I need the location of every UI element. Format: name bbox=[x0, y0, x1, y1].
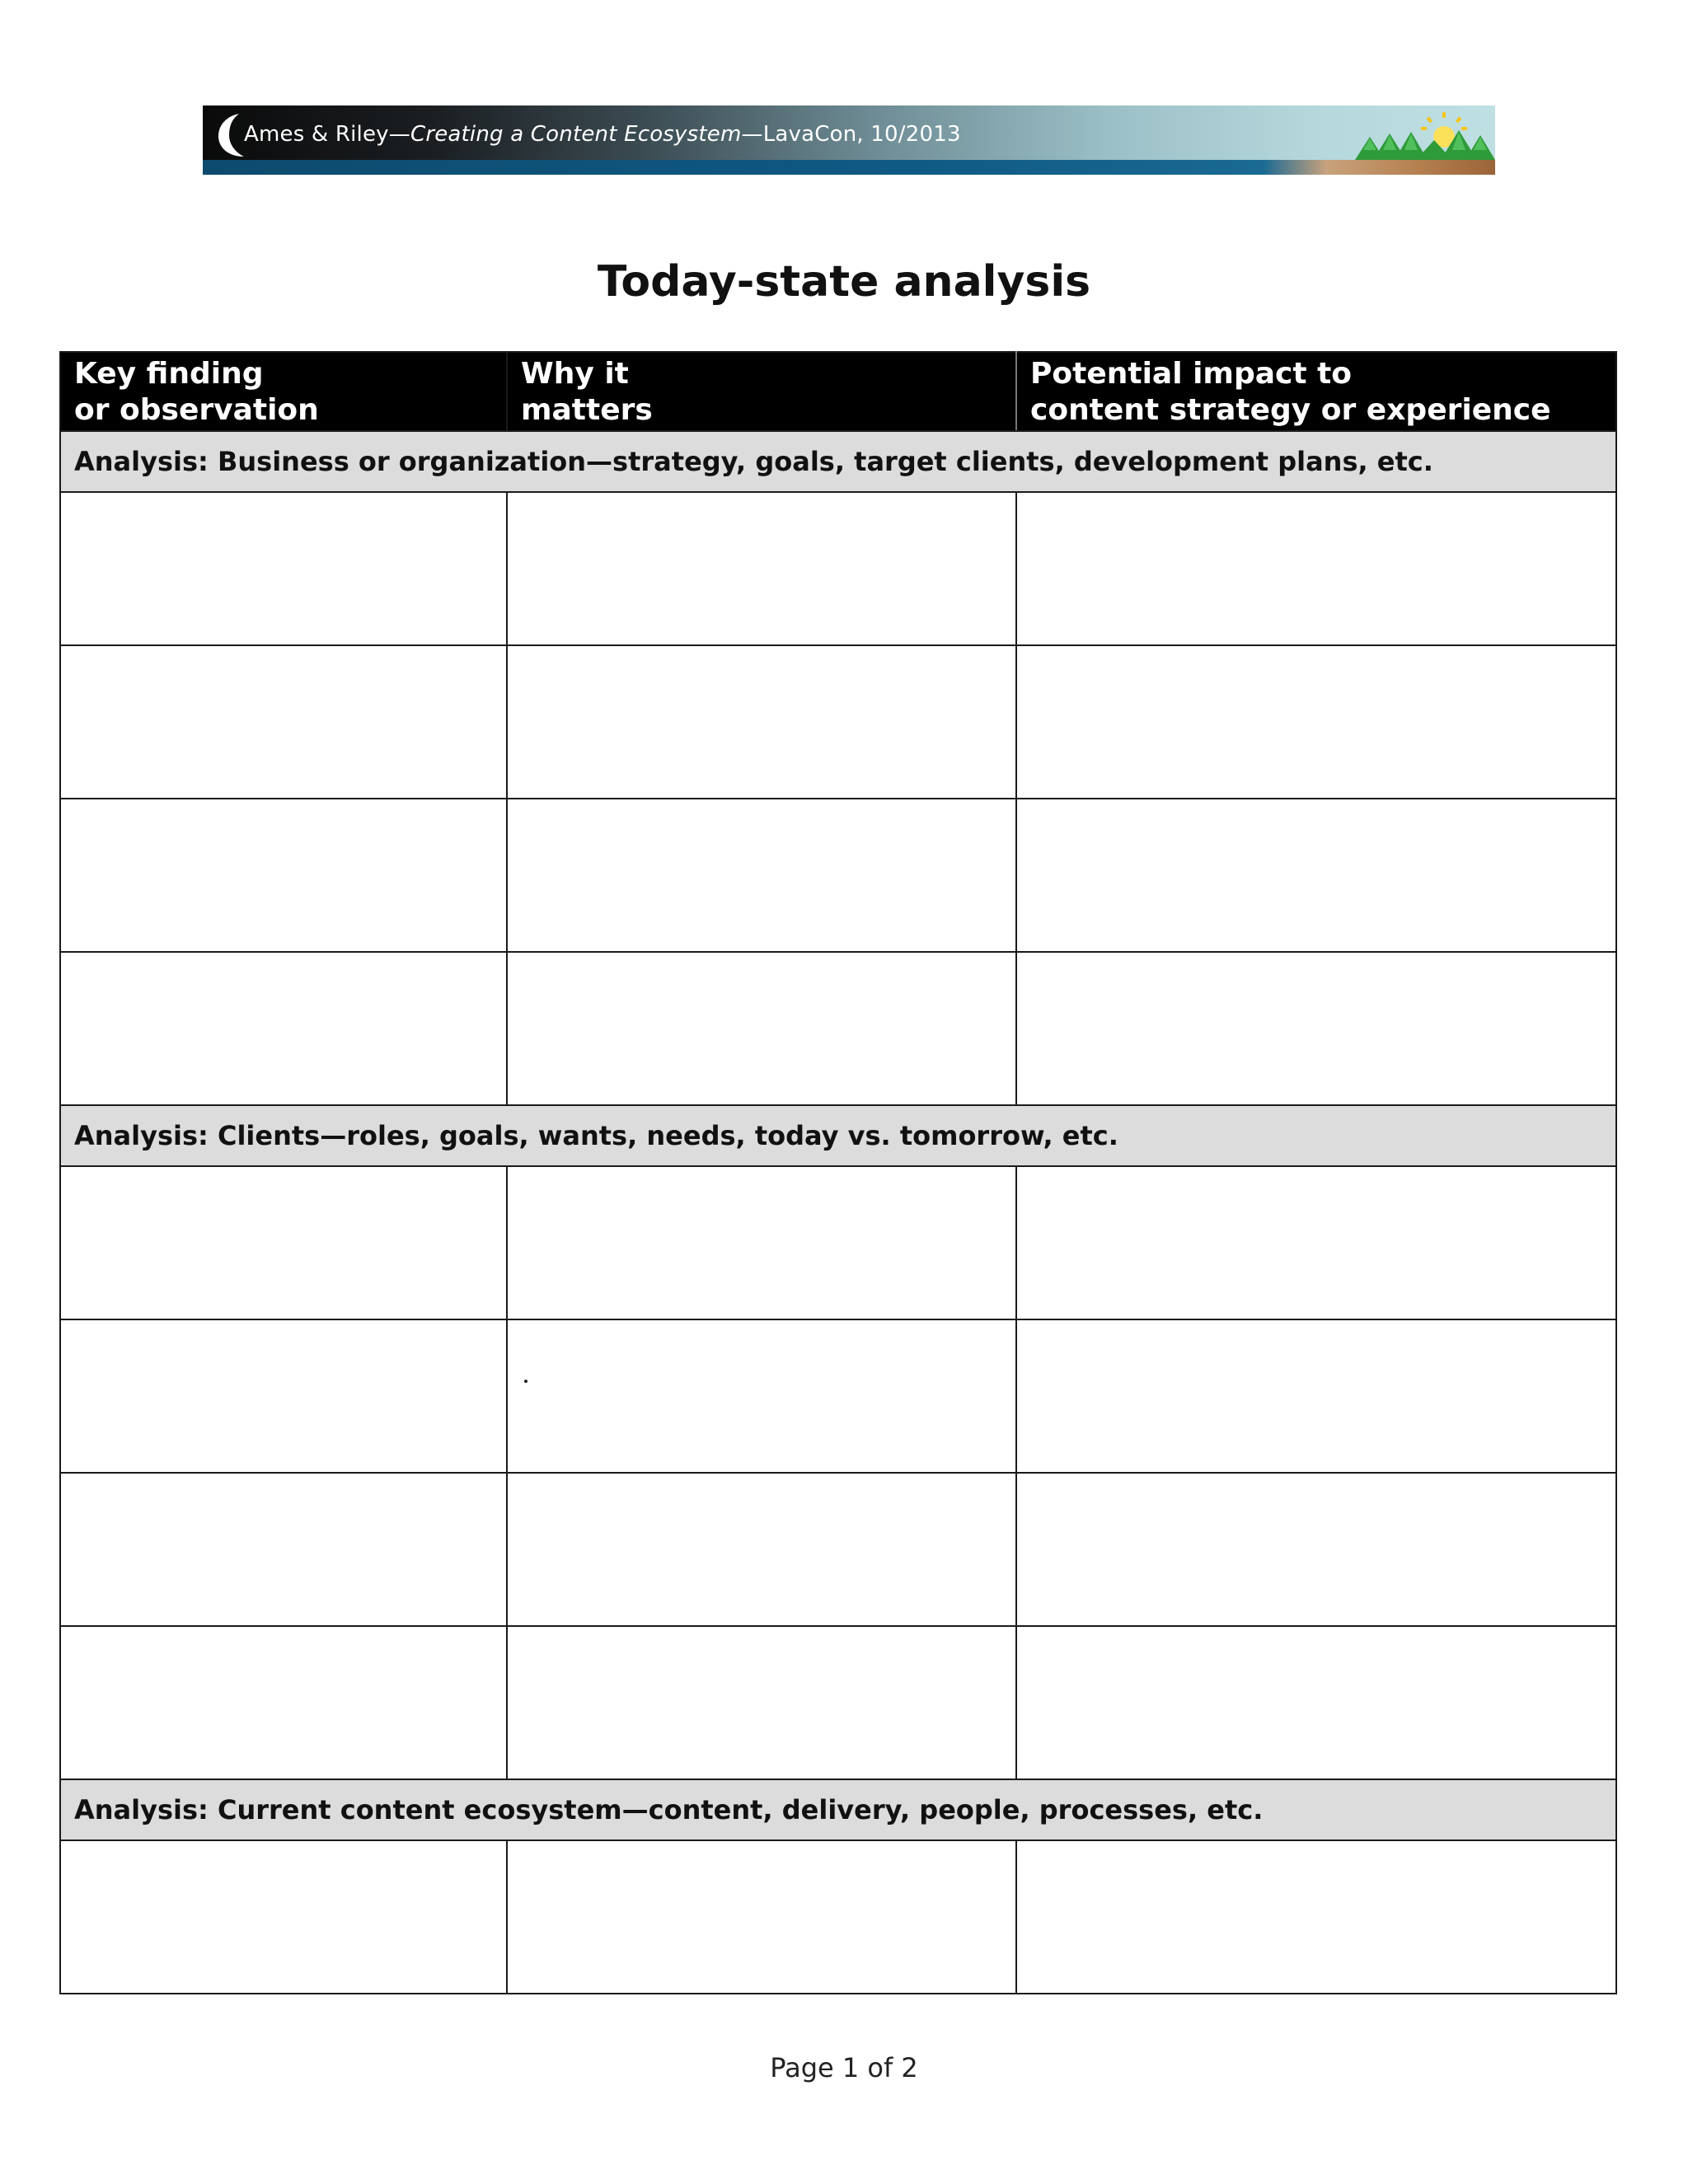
table-cell-potential-impact[interactable] bbox=[1016, 1840, 1616, 1994]
table-header-row bbox=[60, 352, 1616, 431]
table-cell-key-finding[interactable] bbox=[60, 1166, 507, 1319]
table-cell-why-it-matters[interactable] bbox=[507, 952, 1016, 1105]
table-row bbox=[60, 645, 1616, 799]
table-cell-potential-impact[interactable] bbox=[1016, 799, 1616, 952]
section-row-content-ecosystem bbox=[60, 1779, 1616, 1840]
table-cell-why-it-matters[interactable] bbox=[507, 1626, 1016, 1779]
header-why-it-matters-line2: matters bbox=[521, 393, 653, 427]
table-row bbox=[60, 799, 1616, 952]
page-title: Today-state analysis bbox=[597, 257, 1091, 307]
table-cell-why-it-matters[interactable] bbox=[507, 1166, 1016, 1319]
table-cell-why-it-matters[interactable] bbox=[507, 645, 1016, 799]
table-cell-potential-impact[interactable] bbox=[1016, 1166, 1616, 1319]
table-cell-key-finding[interactable] bbox=[60, 799, 507, 952]
table-cell-potential-impact[interactable] bbox=[1016, 645, 1616, 799]
table-cell-why-it-matters[interactable] bbox=[507, 799, 1016, 952]
banner-caption bbox=[244, 122, 961, 147]
table-row bbox=[60, 1166, 1616, 1319]
header-potential-impact bbox=[1016, 352, 1616, 431]
header-key-finding-line2: or observation bbox=[74, 393, 319, 427]
section-label-clients: Analysis: Clients—roles, goals, wants, needs, today vs. tomorrow, etc. bbox=[60, 1105, 1616, 1166]
table-cell-why-it-matters[interactable] bbox=[507, 1319, 1016, 1473]
header-key-finding bbox=[60, 352, 507, 431]
table-cell-potential-impact[interactable] bbox=[1016, 1319, 1616, 1473]
section-label-content-ecosystem: Analysis: Current content ecosystem—content, delivery, people, processes, etc. bbox=[60, 1779, 1616, 1840]
table-cell-potential-impact[interactable] bbox=[1016, 492, 1616, 645]
banner-suffix: —LavaCon, 10/2013 bbox=[741, 122, 961, 147]
table-cell-key-finding[interactable] bbox=[60, 1319, 507, 1473]
table-row bbox=[60, 1319, 1616, 1473]
table-cell-key-finding[interactable] bbox=[60, 1626, 507, 1779]
table-cell-key-finding[interactable] bbox=[60, 492, 507, 645]
banner-stripe bbox=[203, 160, 1495, 175]
table-cell-potential-impact[interactable] bbox=[1016, 1626, 1616, 1779]
table-cell-key-finding[interactable] bbox=[60, 645, 507, 799]
table-cell-key-finding[interactable] bbox=[60, 952, 507, 1105]
header-why-it-matters bbox=[507, 352, 1016, 431]
stray-dot-mark bbox=[524, 1380, 528, 1383]
page-number: Page 1 of 2 bbox=[770, 2052, 918, 2083]
header-potential-impact-line2: content strategy or experience bbox=[1030, 393, 1551, 427]
table-row bbox=[60, 1473, 1616, 1626]
table-row bbox=[60, 952, 1616, 1105]
table-cell-key-finding[interactable] bbox=[60, 1473, 507, 1626]
table-row bbox=[60, 492, 1616, 645]
table-cell-potential-impact[interactable] bbox=[1016, 1473, 1616, 1626]
section-row-clients bbox=[60, 1105, 1616, 1166]
table-row bbox=[60, 1626, 1616, 1779]
header-why-it-matters-line1: Why it bbox=[521, 357, 629, 391]
table-cell-key-finding[interactable] bbox=[60, 1840, 507, 1994]
banner-prefix: Ames & Riley— bbox=[244, 122, 410, 147]
section-label-business: Analysis: Business or organization—strategy, goals, target clients, development plans, etc. bbox=[60, 431, 1616, 492]
mountains-sun-icon bbox=[1355, 109, 1495, 160]
analysis-table bbox=[59, 351, 1617, 1994]
header-potential-impact-line1: Potential impact to bbox=[1030, 357, 1353, 391]
header-key-finding-line1: Key finding bbox=[74, 357, 264, 391]
banner-italic-title: Creating a Content Ecosystem bbox=[410, 122, 742, 147]
header-banner bbox=[203, 105, 1495, 175]
table-cell-potential-impact[interactable] bbox=[1016, 952, 1616, 1105]
table-cell-why-it-matters[interactable] bbox=[507, 1473, 1016, 1626]
table-cell-why-it-matters[interactable] bbox=[507, 492, 1016, 645]
table-cell-why-it-matters[interactable] bbox=[507, 1840, 1016, 1994]
table-row bbox=[60, 1840, 1616, 1994]
section-row-business bbox=[60, 431, 1616, 492]
